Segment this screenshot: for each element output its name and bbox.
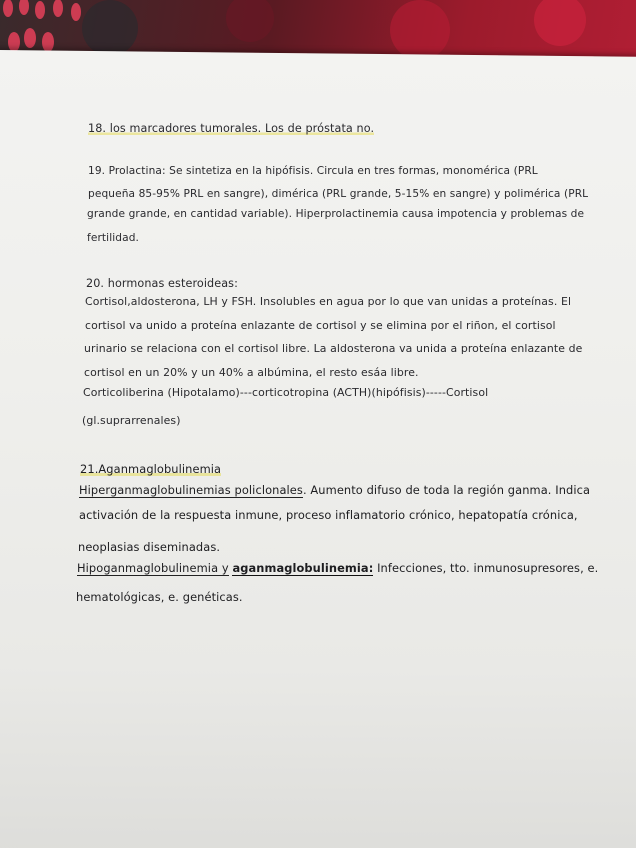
section-20-title: 20. hormonas esteroideas: bbox=[86, 277, 238, 290]
hypo-description: Infecciones, tto. inmunosupresores, e. bbox=[373, 561, 599, 575]
section-19-line-1: 19. Prolactina: Se sintetiza en la hipófisis. Circula en tres formas, monomérica (PRL bbox=[88, 165, 538, 177]
section-20-line-4: cortisol en un 20% y un 40% a albúmina, el resto esáa libre. bbox=[84, 366, 419, 379]
section-21-line-3: neoplasias diseminadas. bbox=[78, 540, 221, 554]
section-20-line-6: (gl.suprarrenales) bbox=[82, 414, 181, 427]
section-19-line-2: pequeña 85-95% PRL en sangre), dimérica (PRL grande, 5-15% en sangre) y polimérica (PRL bbox=[88, 188, 589, 200]
section-21-line-2: activación de la respuesta inmune, proceso inflamatorio crónico, hepatopatía crónica, bbox=[79, 508, 578, 522]
section-20-line-5: Corticoliberina (Hipotalamo)---corticotropina (ACTH)(hipófisis)-----Cortisol bbox=[83, 386, 489, 399]
section-18-text: 18. los marcadores tumorales. Los de próstata no. bbox=[88, 122, 375, 135]
hyper-label: Hiperganmaglobulinemias policlonales bbox=[79, 483, 303, 497]
section-20-line-2: cortisol va unido a proteína enlazante de cortisol y se elimina por el riñon, el cortisol bbox=[85, 319, 556, 332]
agan-label: aganmaglobulinemia: bbox=[232, 561, 374, 575]
section-21-line-1 bbox=[79, 483, 590, 497]
section-21-title-text: 21.Aganmaglobulinemia bbox=[80, 462, 222, 476]
section-21-line-5: hematológicas, e. genéticas. bbox=[76, 590, 243, 604]
section-20-line-3: urinario se relaciona con el cortisol libre. La aldosterona va unida a proteína enlazante de bbox=[84, 342, 583, 355]
hypo-label: Hipoganmaglobulinemia y bbox=[77, 561, 229, 575]
section-21-line-4 bbox=[77, 561, 598, 575]
section-21-title bbox=[80, 462, 221, 476]
section-19-line-4: fertilidad. bbox=[87, 232, 139, 244]
section-19-line-3: grande grande, en cantidad variable). Hiperprolactinemia causa impotencia y problemas de bbox=[87, 208, 585, 220]
section-18-line-1 bbox=[88, 122, 374, 135]
section-20-line-1: Cortisol,aldosterona, LH y FSH. Insolubles en agua por lo que van unidas a proteínas. El bbox=[85, 295, 572, 308]
hyper-description: . Aumento difuso de toda la región ganma. Indica bbox=[302, 483, 591, 497]
